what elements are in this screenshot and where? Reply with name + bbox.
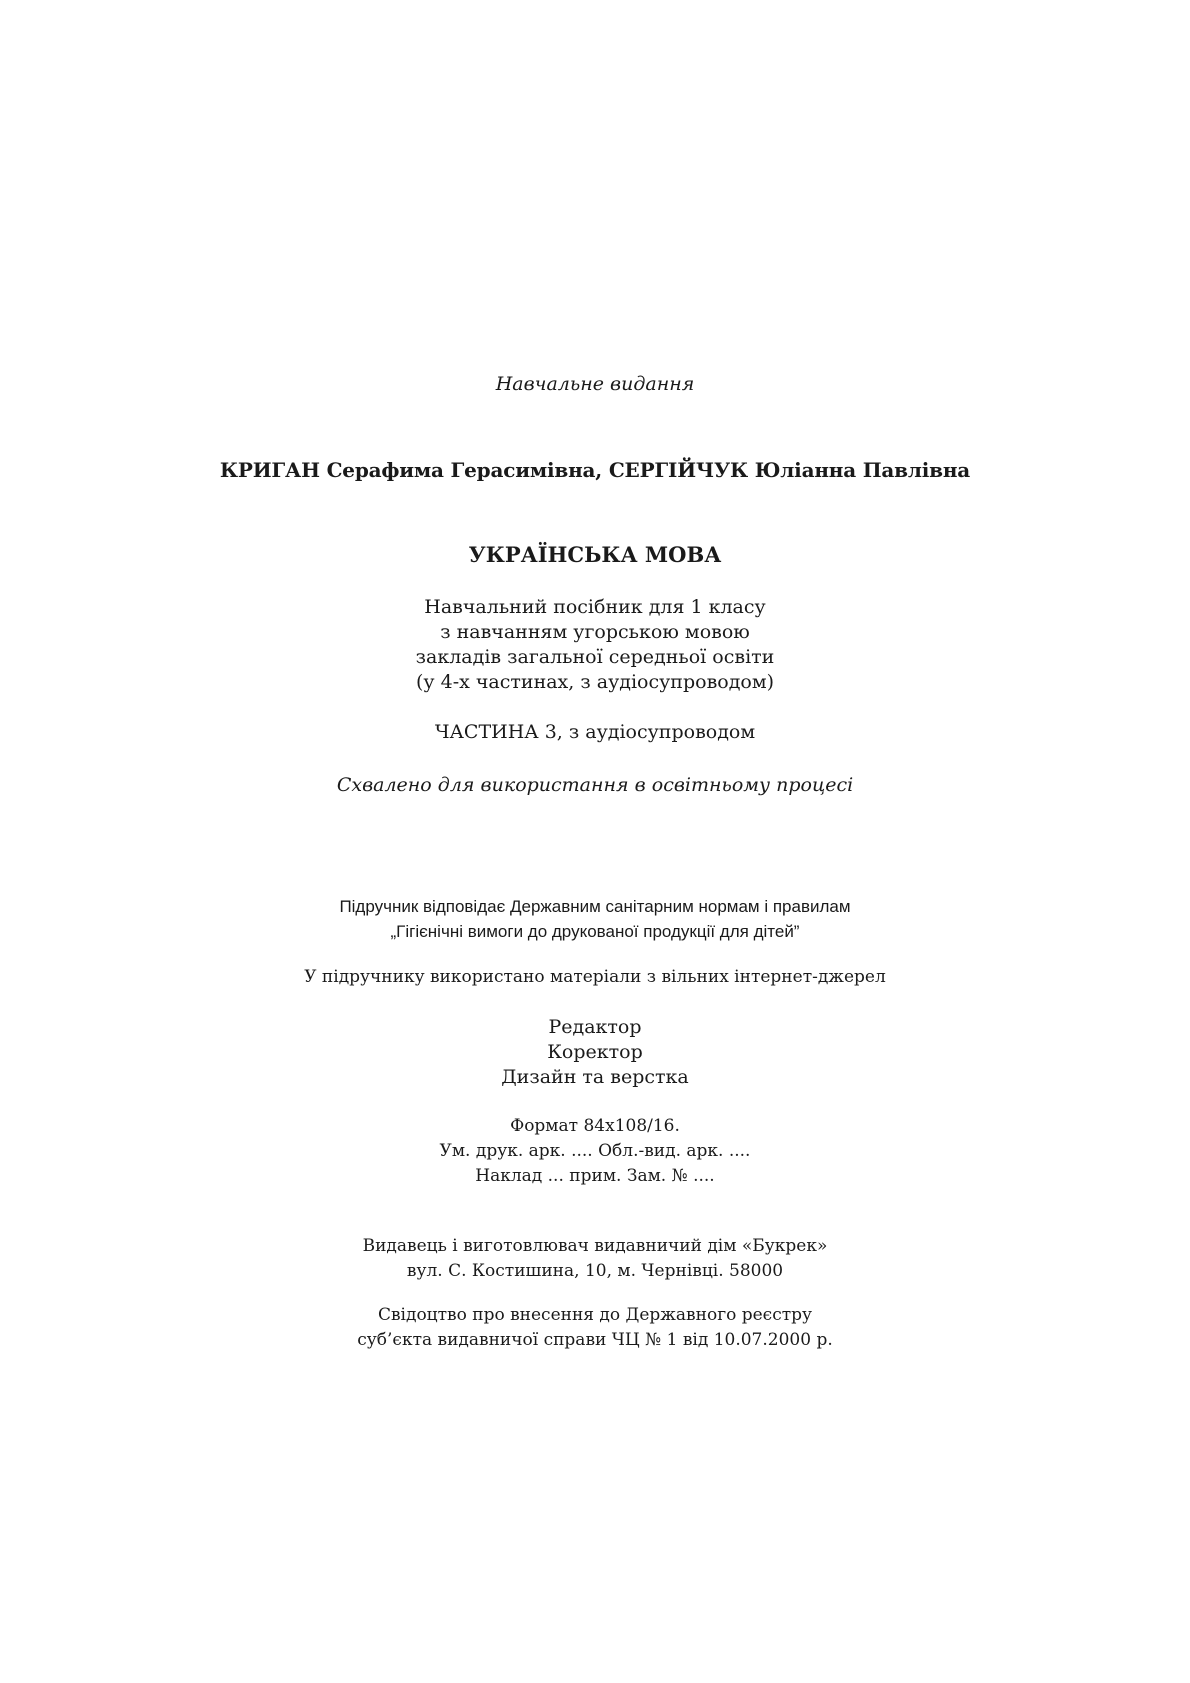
certificate-line: Свідоцтво про внесення до Державного реєстру (377, 1305, 813, 1325)
publisher-address: вул. С. Костишина, 10, м. Чернівці. 58000 (406, 1261, 784, 1281)
format-line: Ум. друк. арк. .... Обл.-вид. арк. .... (439, 1141, 751, 1161)
staff-design: Дизайн та верстка (501, 1066, 689, 1088)
sanitary-line: Підручник відповідає Державним санітарним нормам і правилам (339, 897, 851, 916)
part-number: ЧАСТИНА 3, з аудіосупроводом (434, 721, 756, 743)
approval-note: Схвалено для використання в освітньому процесі (336, 774, 854, 796)
subtitle-line: з навчанням угорською мовою (440, 621, 750, 643)
subtitle-line: (у 4-х частинах, з аудіосупроводом) (415, 671, 775, 693)
book-title: УКРАЇНСЬКА МОВА (468, 542, 722, 567)
sanitary-line: „Гігієнічні вимоги до друкованої продукції для дітей” (390, 922, 800, 941)
publisher-line: Видавець і виготовлювач видавничий дім «Букрек» (362, 1236, 828, 1256)
format-line: Формат 84х108/16. (510, 1116, 680, 1136)
format-line: Наклад ... прим. Зам. № .... (475, 1166, 715, 1186)
certificate-line: суб’єкта видавничої справи ЧЦ № 1 від 10.07.2000 р. (357, 1330, 833, 1350)
subtitle-line: Навчальний посібник для 1 класу (424, 596, 766, 618)
edition-type: Навчальне видання (495, 373, 695, 395)
staff-proofreader: Коректор (547, 1041, 643, 1063)
authors: КРИГАН Серафима Герасимівна, СЕРГІЙЧУК Юліанна Павлівна (219, 458, 971, 482)
materials-note: У підручнику використано матеріали з вільних інтернет-джерел (304, 967, 886, 987)
staff-editor: Редактор (548, 1016, 642, 1038)
subtitle-line: закладів загальної середньої освіти (415, 646, 775, 668)
